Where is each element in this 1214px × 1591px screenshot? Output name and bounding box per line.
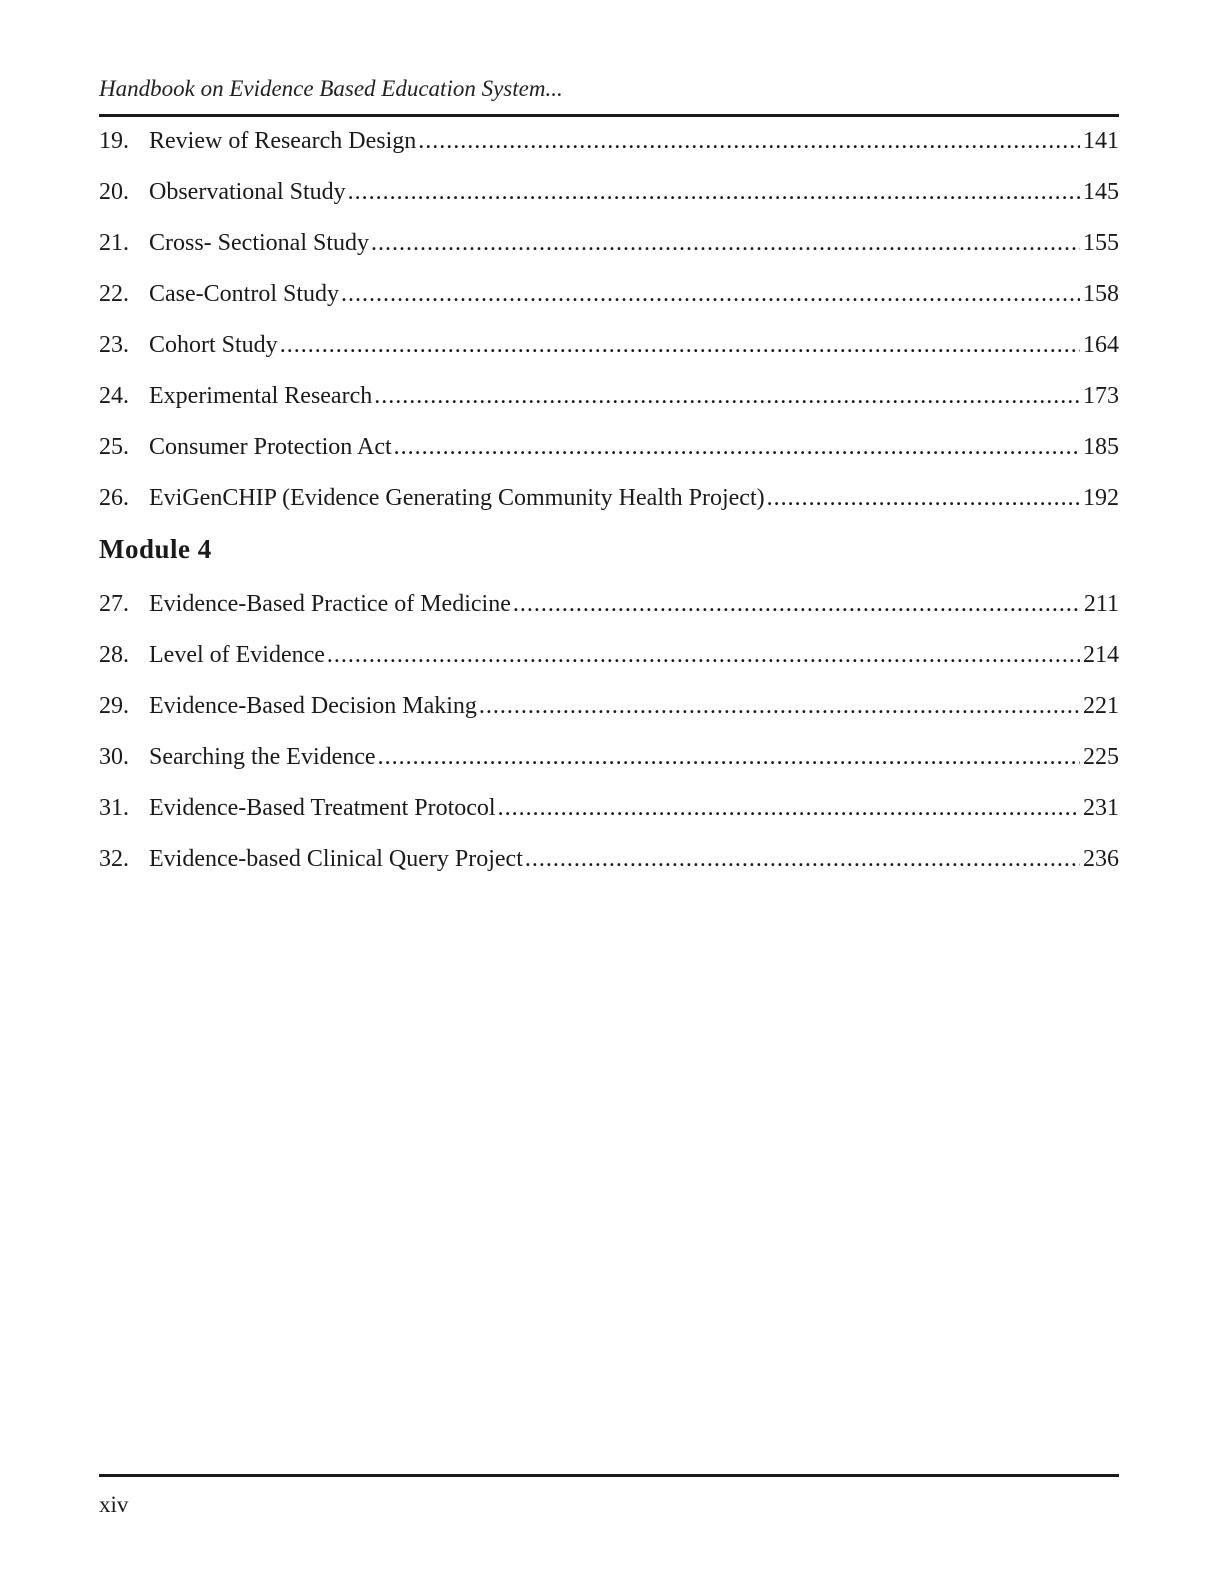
header-rule: [99, 114, 1119, 117]
toc-entry-number: 30.: [99, 744, 129, 770]
toc-entry-number: 29.: [99, 693, 129, 719]
toc-entry-page: 192: [1083, 485, 1119, 511]
toc-entry-title: Cohort Study: [149, 332, 278, 358]
toc-entry-page: 211: [1083, 591, 1119, 617]
page-number: xiv: [99, 1492, 129, 1517]
running-header: Handbook on Evidence Based Education System...: [99, 76, 563, 101]
toc-entry-number: 28.: [99, 642, 129, 668]
toc-entry[interactable]: [99, 223, 1119, 274]
toc-entry[interactable]: [99, 478, 1119, 529]
toc-entry-title: Evidence-Based Practice of Medicine: [149, 591, 511, 617]
dot-leader: [280, 325, 1080, 365]
toc-entry-page: 185: [1083, 434, 1119, 460]
toc-entry-number: 20.: [99, 179, 129, 205]
toc-list-module-3: [99, 121, 1119, 529]
dot-leader: [371, 223, 1080, 263]
toc-entry-number: 26.: [99, 485, 129, 511]
toc-entry-page: 221: [1083, 693, 1119, 719]
dot-leader: [327, 635, 1080, 675]
dot-leader: [525, 839, 1080, 879]
toc-entry-number: 27.: [99, 591, 129, 617]
toc-entry-page: 225: [1083, 744, 1119, 770]
toc-entry[interactable]: [99, 584, 1119, 635]
toc-entry-title: Experimental Research: [149, 383, 373, 409]
module-heading: Module 4: [99, 534, 212, 564]
footer-rule: [99, 1474, 1119, 1477]
dot-leader: [513, 584, 1081, 624]
dot-leader: [479, 686, 1080, 726]
toc-entry-number: 21.: [99, 230, 129, 256]
toc-entry[interactable]: [99, 839, 1119, 890]
toc-entry[interactable]: [99, 686, 1119, 737]
toc-entry-page: 231: [1083, 795, 1119, 821]
toc-entry-title: Evidence-Based Treatment Protocol: [149, 795, 496, 821]
toc-entry[interactable]: [99, 376, 1119, 427]
toc-entry[interactable]: [99, 788, 1119, 839]
toc-entry-title: Evidence-based Clinical Query Project: [149, 846, 523, 872]
toc-entry-page: 141: [1083, 128, 1119, 154]
toc-entry-page: 164: [1083, 332, 1119, 358]
toc-entry-title: Review of Research Design: [149, 128, 417, 154]
toc-entry-number: 25.: [99, 434, 129, 460]
dot-leader: [341, 274, 1080, 314]
toc-entry-title: Observational Study: [149, 179, 346, 205]
toc-entry[interactable]: [99, 427, 1119, 478]
toc-entry[interactable]: [99, 635, 1119, 686]
dot-leader: [348, 172, 1080, 212]
dot-leader: [374, 376, 1080, 416]
dot-leader: [418, 121, 1080, 161]
toc-entry-title: Searching the Evidence: [149, 744, 376, 770]
toc-entry-title: EviGenCHIP (Evidence Generating Community Health Project): [149, 485, 765, 511]
toc-entry-page: 173: [1083, 383, 1119, 409]
toc-entry-title: Cross- Sectional Study: [149, 230, 369, 256]
toc-entry-page: 236: [1083, 846, 1119, 872]
toc-entry[interactable]: [99, 737, 1119, 788]
toc-entry-page: 214: [1083, 642, 1119, 668]
toc-entry-page: 155: [1083, 230, 1119, 256]
toc-entry-page: 158: [1083, 281, 1119, 307]
dot-leader: [767, 478, 1080, 518]
toc-entry-number: 32.: [99, 846, 129, 872]
toc-entry-number: 22.: [99, 281, 129, 307]
toc-entry-title: Level of Evidence: [149, 642, 325, 668]
dot-leader: [498, 788, 1080, 828]
toc-entry-number: 24.: [99, 383, 129, 409]
toc-entry-number: 23.: [99, 332, 129, 358]
toc-entry[interactable]: [99, 274, 1119, 325]
dot-leader: [378, 737, 1080, 777]
toc-entry[interactable]: [99, 121, 1119, 172]
toc-entry-number: 31.: [99, 795, 129, 821]
toc-entry-title: Case-Control Study: [149, 281, 339, 307]
toc-entry[interactable]: [99, 172, 1119, 223]
toc-entry-page: 145: [1083, 179, 1119, 205]
toc-entry-number: 19.: [99, 128, 129, 154]
dot-leader: [394, 427, 1080, 467]
toc-list-module-4: [99, 584, 1119, 890]
toc-entry[interactable]: [99, 325, 1119, 376]
toc-entry-title: Consumer Protection Act: [149, 434, 392, 460]
toc-entry-title: Evidence-Based Decision Making: [149, 693, 477, 719]
